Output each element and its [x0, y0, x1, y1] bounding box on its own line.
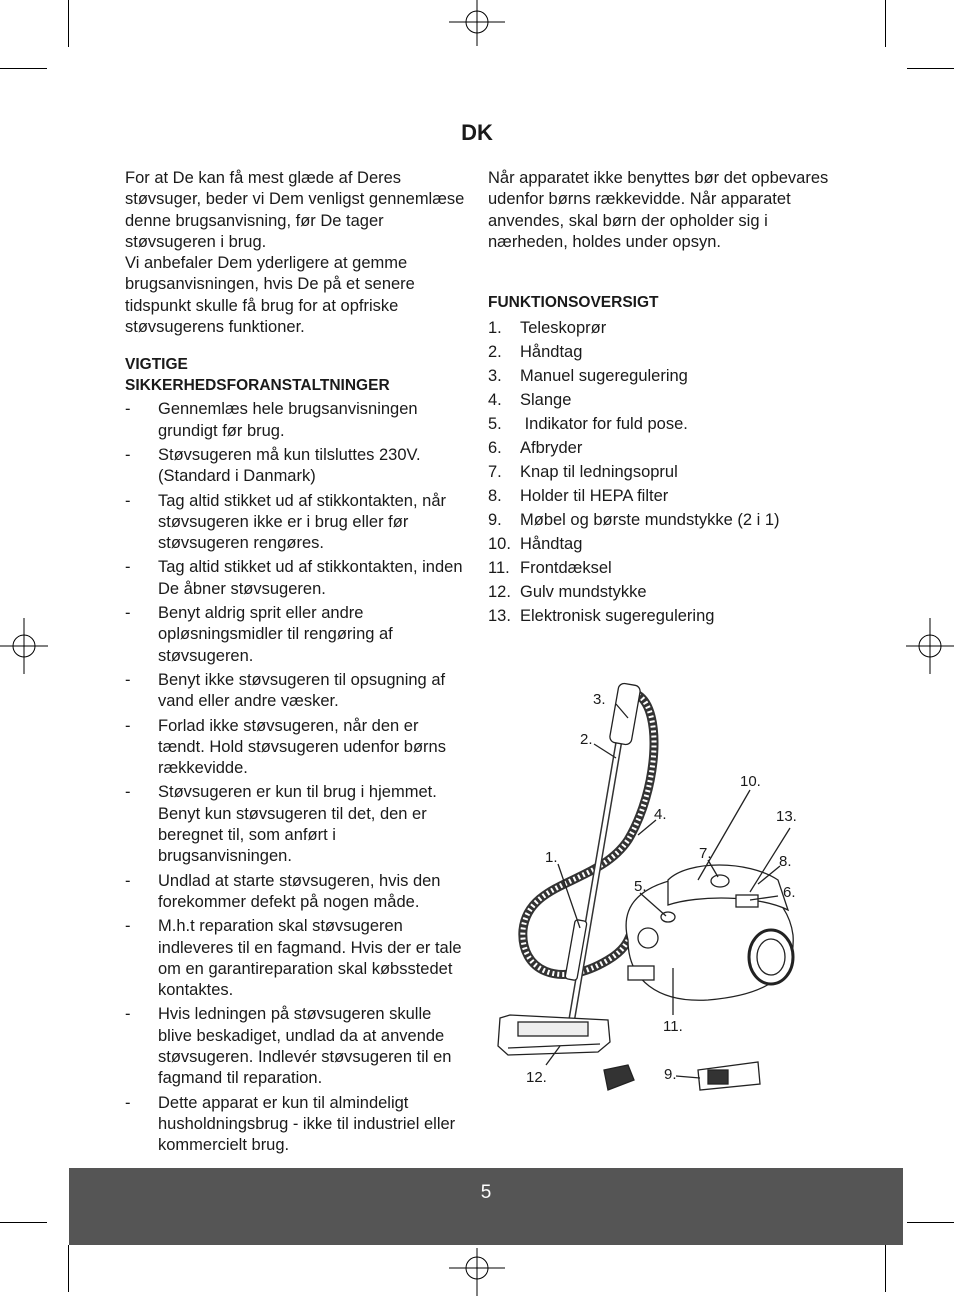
callout-label: 4.	[654, 806, 667, 823]
callout-label: 8.	[779, 853, 792, 870]
item-label: Manuel sugeregulering	[520, 367, 688, 386]
list-item-text: Benyt ikke støvsugeren til opsugning af vand eller andre væsker.	[158, 670, 446, 711]
item-label: Knap til ledningsoprul	[520, 463, 678, 482]
item-label: Indikator for fuld pose.	[520, 415, 688, 434]
list-item	[488, 582, 833, 606]
vacuum-cleaner-illustration	[488, 670, 808, 1110]
list-item-text: Forlad ikke støvsugeren, når den er tændt. Hold støvsugeren udenfor børns rækkevidde.	[158, 716, 446, 778]
feature-list	[488, 318, 833, 630]
list-item	[488, 462, 833, 486]
crop-mark	[907, 1222, 954, 1223]
list-item-text: Støvsugeren er kun til brug i hjemmet. Benyt kun støvsugeren til det, den er beregnet til, som anført i brugsanvisningen.	[158, 783, 437, 866]
list-item	[488, 414, 833, 438]
list-item: - Tag altid stikket ud af stikkontakten, inden De åbner støvsugeren.	[125, 558, 463, 598]
registration-mark	[449, 0, 505, 56]
callout-label: 9.	[664, 1066, 677, 1083]
list-item	[488, 438, 833, 462]
item-number: 13.	[488, 607, 511, 626]
list-item: - Støvsugeren må kun tilsluttes 230V. (Standard i Danmark)	[125, 445, 421, 486]
item-number: 2.	[488, 343, 502, 362]
item-label: Håndtag	[520, 343, 583, 362]
callout-label: 1.	[545, 849, 558, 866]
section-heading: SIKKERHEDSFORANSTALTNINGER	[125, 377, 390, 395]
crop-mark	[0, 68, 47, 69]
list-item	[488, 342, 833, 366]
item-label: Slange	[520, 391, 572, 410]
crop-mark	[907, 68, 954, 69]
item-number: 6.	[488, 439, 502, 458]
callout-label: 13.	[776, 808, 797, 825]
callout-label: 6.	[783, 884, 796, 901]
list-item	[488, 366, 833, 390]
safety-list	[125, 399, 465, 1156]
item-label: Håndtag	[520, 535, 583, 554]
crop-mark	[68, 1245, 69, 1292]
list-item: - M.h.t reparation skal støvsugeren indleveres til en fagmand. Hvis der er tale om en garantireparation skal købsstedet kontaktes.	[125, 917, 462, 1000]
item-number: 8.	[488, 487, 502, 506]
list-item	[488, 318, 833, 342]
crop-mark	[0, 1222, 47, 1223]
list-item	[488, 510, 833, 534]
list-item: - Tag altid stikket ud af stikkontakten, når støvsugeren ikke er i brug eller før støvsugeren rengøres.	[125, 491, 446, 553]
footer-bar	[69, 1168, 903, 1245]
list-item	[488, 606, 833, 630]
list-item	[488, 558, 833, 582]
warning-paragraph: Når apparatet ikke benyttes bør det opbevares udenfor børns rækkevidde. Når apparatet anvendes, skal børn der opholder sig i nærheden, holdes under opsyn.	[488, 169, 829, 251]
list-item-text: Undlad at starte støvsugeren, hvis den forekommer defekt på nogen måde.	[158, 871, 441, 911]
item-label: Teleskoprør	[520, 319, 607, 338]
list-item-text: Tag altid stikket ud af stikkontakten, når støvsugeren ikke er i brug eller før støvsugeren rengøres.	[158, 491, 446, 553]
list-item: - Forlad ikke støvsugeren, når den er tændt. Hold støvsugeren udenfor børns rækkevidde.	[125, 716, 446, 778]
item-number: 4.	[488, 391, 502, 410]
list-item-text: Støvsugeren må kun tilsluttes 230V. (Standard i Danmark)	[158, 445, 421, 486]
item-number: 7.	[488, 463, 502, 482]
registration-mark	[449, 1240, 505, 1296]
item-label: Gulv mundstykke	[520, 583, 647, 602]
list-item	[488, 390, 833, 414]
callout-label: 2.	[580, 731, 593, 748]
item-number: 9.	[488, 511, 502, 530]
page-number: 5	[480, 1182, 492, 1203]
list-item	[488, 534, 833, 558]
list-item: - Gennemlæs hele brugsanvisningen grundigt før brug.	[125, 400, 418, 440]
item-label: Møbel og børste mundstykke (2 i 1)	[520, 511, 780, 530]
list-item-text: Benyt aldrig sprit eller andre opløsningsmidler til rengøring af støvsugeren.	[158, 604, 393, 665]
list-item-text: Tag altid stikket ud af stikkontakten, inden De åbner støvsugeren.	[158, 558, 463, 598]
list-item-text: Hvis ledningen på støvsugeren skulle blive beskadiget, undlad da at anvende støvsugeren. Indlevér støvsugeren til en fagmand til reparation.	[158, 1005, 452, 1088]
list-item: - Undlad at starte støvsugeren, hvis den forekommer defekt på nogen måde.	[125, 871, 441, 911]
item-number: 10.	[488, 535, 511, 554]
list-item: - Hvis ledningen på støvsugeren skulle blive beskadiget, undlad da at anvende støvsugeren. Indlevér støvsugeren til en fagmand til reparation.	[125, 1005, 452, 1088]
list-item-text: Dette apparat er kun til almindeligt husholdningsbrug - ikke til industriel eller kommercielt brug.	[158, 1093, 456, 1155]
item-label: Afbryder	[520, 439, 583, 458]
intro-paragraph: Vi anbefaler Dem yderligere at gemme brugsanvisningen, hvis De på et senere tidspunkt skulle få brug for at opfriske støvsugerens funktioner.	[125, 254, 415, 337]
callout-label: 5.	[634, 878, 647, 895]
item-label: Holder til HEPA filter	[520, 487, 669, 506]
list-item: - Benyt aldrig sprit eller andre opløsningsmidler til rengøring af støvsugeren.	[125, 604, 393, 665]
item-label: Frontdæksel	[520, 559, 612, 578]
list-item-text: Gennemlæs hele brugsanvisningen grundigt før brug.	[158, 400, 418, 440]
item-number: 11.	[488, 559, 510, 578]
list-item	[488, 486, 833, 510]
list-item: - Dette apparat er kun til almindeligt husholdningsbrug - ikke til industriel eller kommercielt brug.	[125, 1093, 456, 1155]
list-item: - Benyt ikke støvsugeren til opsugning af vand eller andre væsker.	[125, 670, 446, 711]
list-item: - Støvsugeren er kun til brug i hjemmet. Benyt kun støvsugeren til det, den er beregnet til, som anført i brugsanvisningen.	[125, 783, 437, 866]
callout-label: 10.	[740, 773, 761, 790]
section-heading: VIGTIGE	[125, 356, 188, 374]
callout-label: 12.	[526, 1069, 547, 1086]
item-label: Elektronisk sugeregulering	[520, 607, 715, 626]
section-heading: FUNKTIONSOVERSIGT	[488, 294, 659, 312]
callout-label: 7.	[699, 845, 712, 862]
callout-label: 11.	[663, 1018, 683, 1035]
item-number: 1.	[488, 319, 502, 338]
registration-mark	[898, 618, 954, 674]
crop-mark	[885, 1245, 886, 1292]
callout-label: 3.	[593, 691, 606, 708]
item-number: 12.	[488, 583, 511, 602]
crop-mark	[68, 0, 69, 47]
list-item-text: M.h.t reparation skal støvsugeren indleveres til en fagmand. Hvis der er tale om en garantireparation skal købsstedet kontaktes.	[158, 917, 462, 1000]
item-number: 5.	[488, 415, 502, 434]
item-number: 3.	[488, 367, 502, 386]
registration-mark	[0, 618, 56, 674]
intro-paragraph: For at De kan få mest glæde af Deres støvsuger, beder vi Dem venligst gennemlæse denne brugsanvisning, før De tager støvsugeren i brug.	[125, 169, 465, 251]
page-title: DK	[461, 120, 493, 145]
left-column	[125, 168, 465, 1159]
crop-mark	[885, 0, 886, 47]
right-column	[488, 168, 833, 630]
